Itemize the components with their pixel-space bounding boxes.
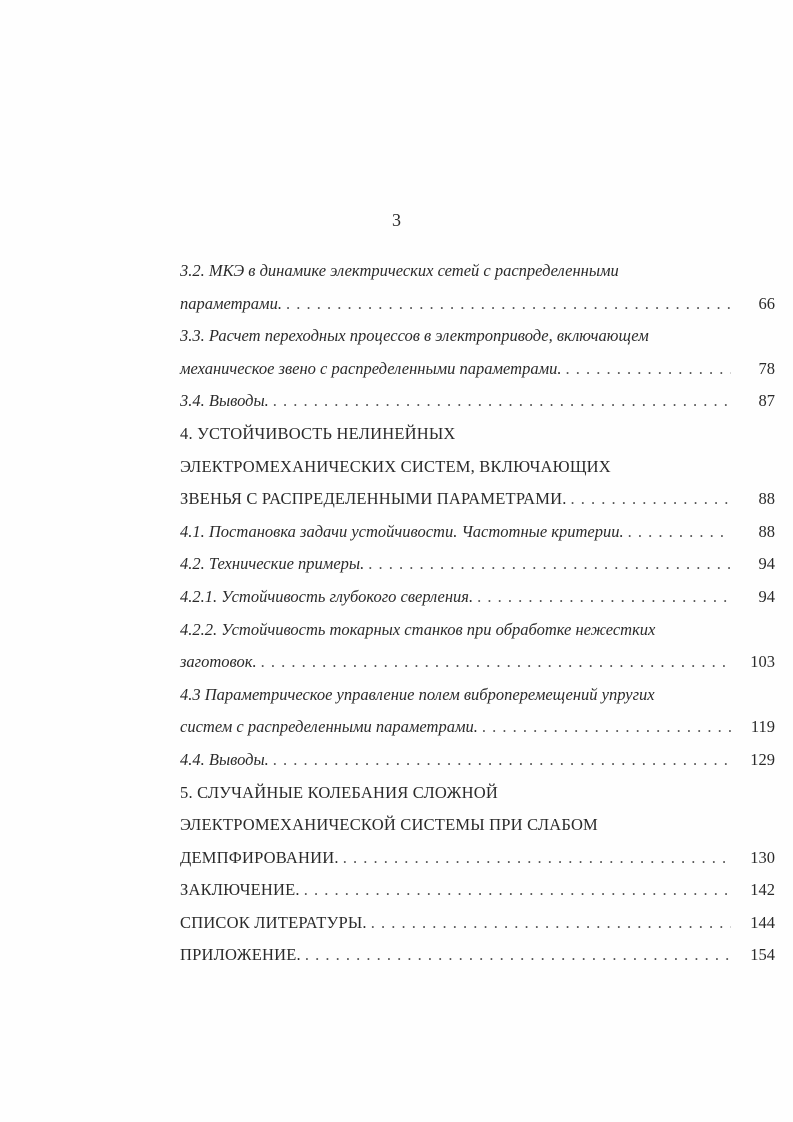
toc-line xyxy=(180,646,775,679)
toc-line xyxy=(180,939,775,972)
toc-line xyxy=(180,842,775,875)
toc-page-number: 88 xyxy=(758,489,775,509)
toc-line xyxy=(180,809,775,842)
toc-page-number: 94 xyxy=(758,554,775,574)
toc-line xyxy=(180,288,775,321)
toc-entry-text: 4.2. Технические примеры. xyxy=(180,554,365,574)
toc-entry-text: ЗВЕНЬЯ С РАСПРЕДЕЛЕННЫМИ ПАРАМЕТРАМИ. xyxy=(180,489,567,509)
toc-page-number: 66 xyxy=(758,293,775,313)
toc-page-number: 129 xyxy=(750,749,775,769)
toc-entry-text: параметрами. xyxy=(180,293,282,313)
toc-entry-text: ПРИЛОЖЕНИЕ. xyxy=(180,945,301,965)
toc-entry-text: ЭЛЕКТРОМЕХАНИЧЕСКОЙ СИСТЕМЫ ПРИ СЛАБОМ xyxy=(180,815,598,835)
toc-line xyxy=(180,907,775,940)
toc-line xyxy=(180,874,775,907)
toc-page-number: 87 xyxy=(758,391,775,411)
toc-page-number: 130 xyxy=(750,847,775,867)
toc-line xyxy=(180,711,775,744)
toc-page-number: 154 xyxy=(750,945,775,965)
toc-line xyxy=(180,320,775,353)
toc-entry-text: заготовок. xyxy=(180,652,257,672)
toc-entry-text: механическое звено с распределенными параметрами. xyxy=(180,358,562,378)
toc-entry-text: ЭЛЕКТРОМЕХАНИЧЕСКИХ СИСТЕМ, ВКЛЮЧАЮЩИХ xyxy=(180,456,611,476)
toc-entry-text: ЗАКЛЮЧЕНИЕ. xyxy=(180,880,300,900)
dot-leader xyxy=(565,353,731,386)
toc-page-number: 144 xyxy=(750,912,775,932)
toc-entry-text: СПИСОК ЛИТЕРАТУРЫ. xyxy=(180,912,367,932)
toc-line xyxy=(180,385,775,418)
dot-leader xyxy=(343,842,731,875)
toc-line xyxy=(180,581,775,614)
toc-entry-text: ДЕМПФИРОВАНИИ. xyxy=(180,847,339,867)
dot-leader xyxy=(371,907,731,940)
toc-line xyxy=(180,483,775,516)
dot-leader xyxy=(571,483,731,516)
toc-entry-text: 4.2.1. Устойчивость глубокого сверления. xyxy=(180,586,474,606)
dot-leader xyxy=(273,385,731,418)
toc-entry-text: 4. УСТОЙЧИВОСТЬ НЕЛИНЕЙНЫХ xyxy=(180,423,456,443)
toc-page-number: 94 xyxy=(758,586,775,606)
toc-page-number: 142 xyxy=(750,880,775,900)
toc-line xyxy=(180,679,775,712)
toc-line xyxy=(180,516,775,549)
toc-entry-text: 4.2.2. Устойчивость токарных станков при обработке нежестких xyxy=(180,619,656,639)
toc-line xyxy=(180,744,775,777)
toc-page-number: 78 xyxy=(758,358,775,378)
toc-line xyxy=(180,451,775,484)
dot-leader xyxy=(304,874,731,907)
dot-leader xyxy=(368,548,731,581)
toc-line xyxy=(180,548,775,581)
toc-entry-text: 3.4. Выводы. xyxy=(180,391,269,411)
dot-leader xyxy=(286,288,731,321)
toc-page-number: 119 xyxy=(750,717,775,737)
toc-line xyxy=(180,777,775,810)
dot-leader xyxy=(477,581,731,614)
dot-leader xyxy=(482,711,731,744)
dot-leader xyxy=(305,939,731,972)
table-of-contents xyxy=(180,255,775,972)
toc-entry-text: 3.2. МКЭ в динамике электрических сетей с распределенными xyxy=(180,261,619,280)
toc-page-number: 103 xyxy=(750,652,775,672)
toc-line xyxy=(180,353,775,386)
toc-line xyxy=(180,614,775,647)
toc-line xyxy=(180,255,775,288)
toc-entry-text: систем с распределенными параметрами. xyxy=(180,717,478,737)
toc-page-number: 88 xyxy=(758,521,775,541)
toc-entry-text: 4.1. Постановка задачи устойчивости. Частотные критерии. xyxy=(180,521,624,541)
toc-entry-text: 5. СЛУЧАЙНЫЕ КОЛЕБАНИЯ СЛОЖНОЙ xyxy=(180,782,498,802)
page-number: 3 xyxy=(392,210,401,230)
dot-leader xyxy=(628,516,731,549)
toc-line xyxy=(180,418,775,451)
dot-leader xyxy=(273,744,731,777)
toc-entry-text: 3.3. Расчет переходных процессов в электроприводе, включающем xyxy=(180,326,649,346)
toc-entry-text: 4.3 Параметрическое управление полем виброперемещений упругих xyxy=(180,684,655,704)
dot-leader xyxy=(261,646,731,679)
toc-entry-text: 4.4. Выводы. xyxy=(180,749,269,769)
